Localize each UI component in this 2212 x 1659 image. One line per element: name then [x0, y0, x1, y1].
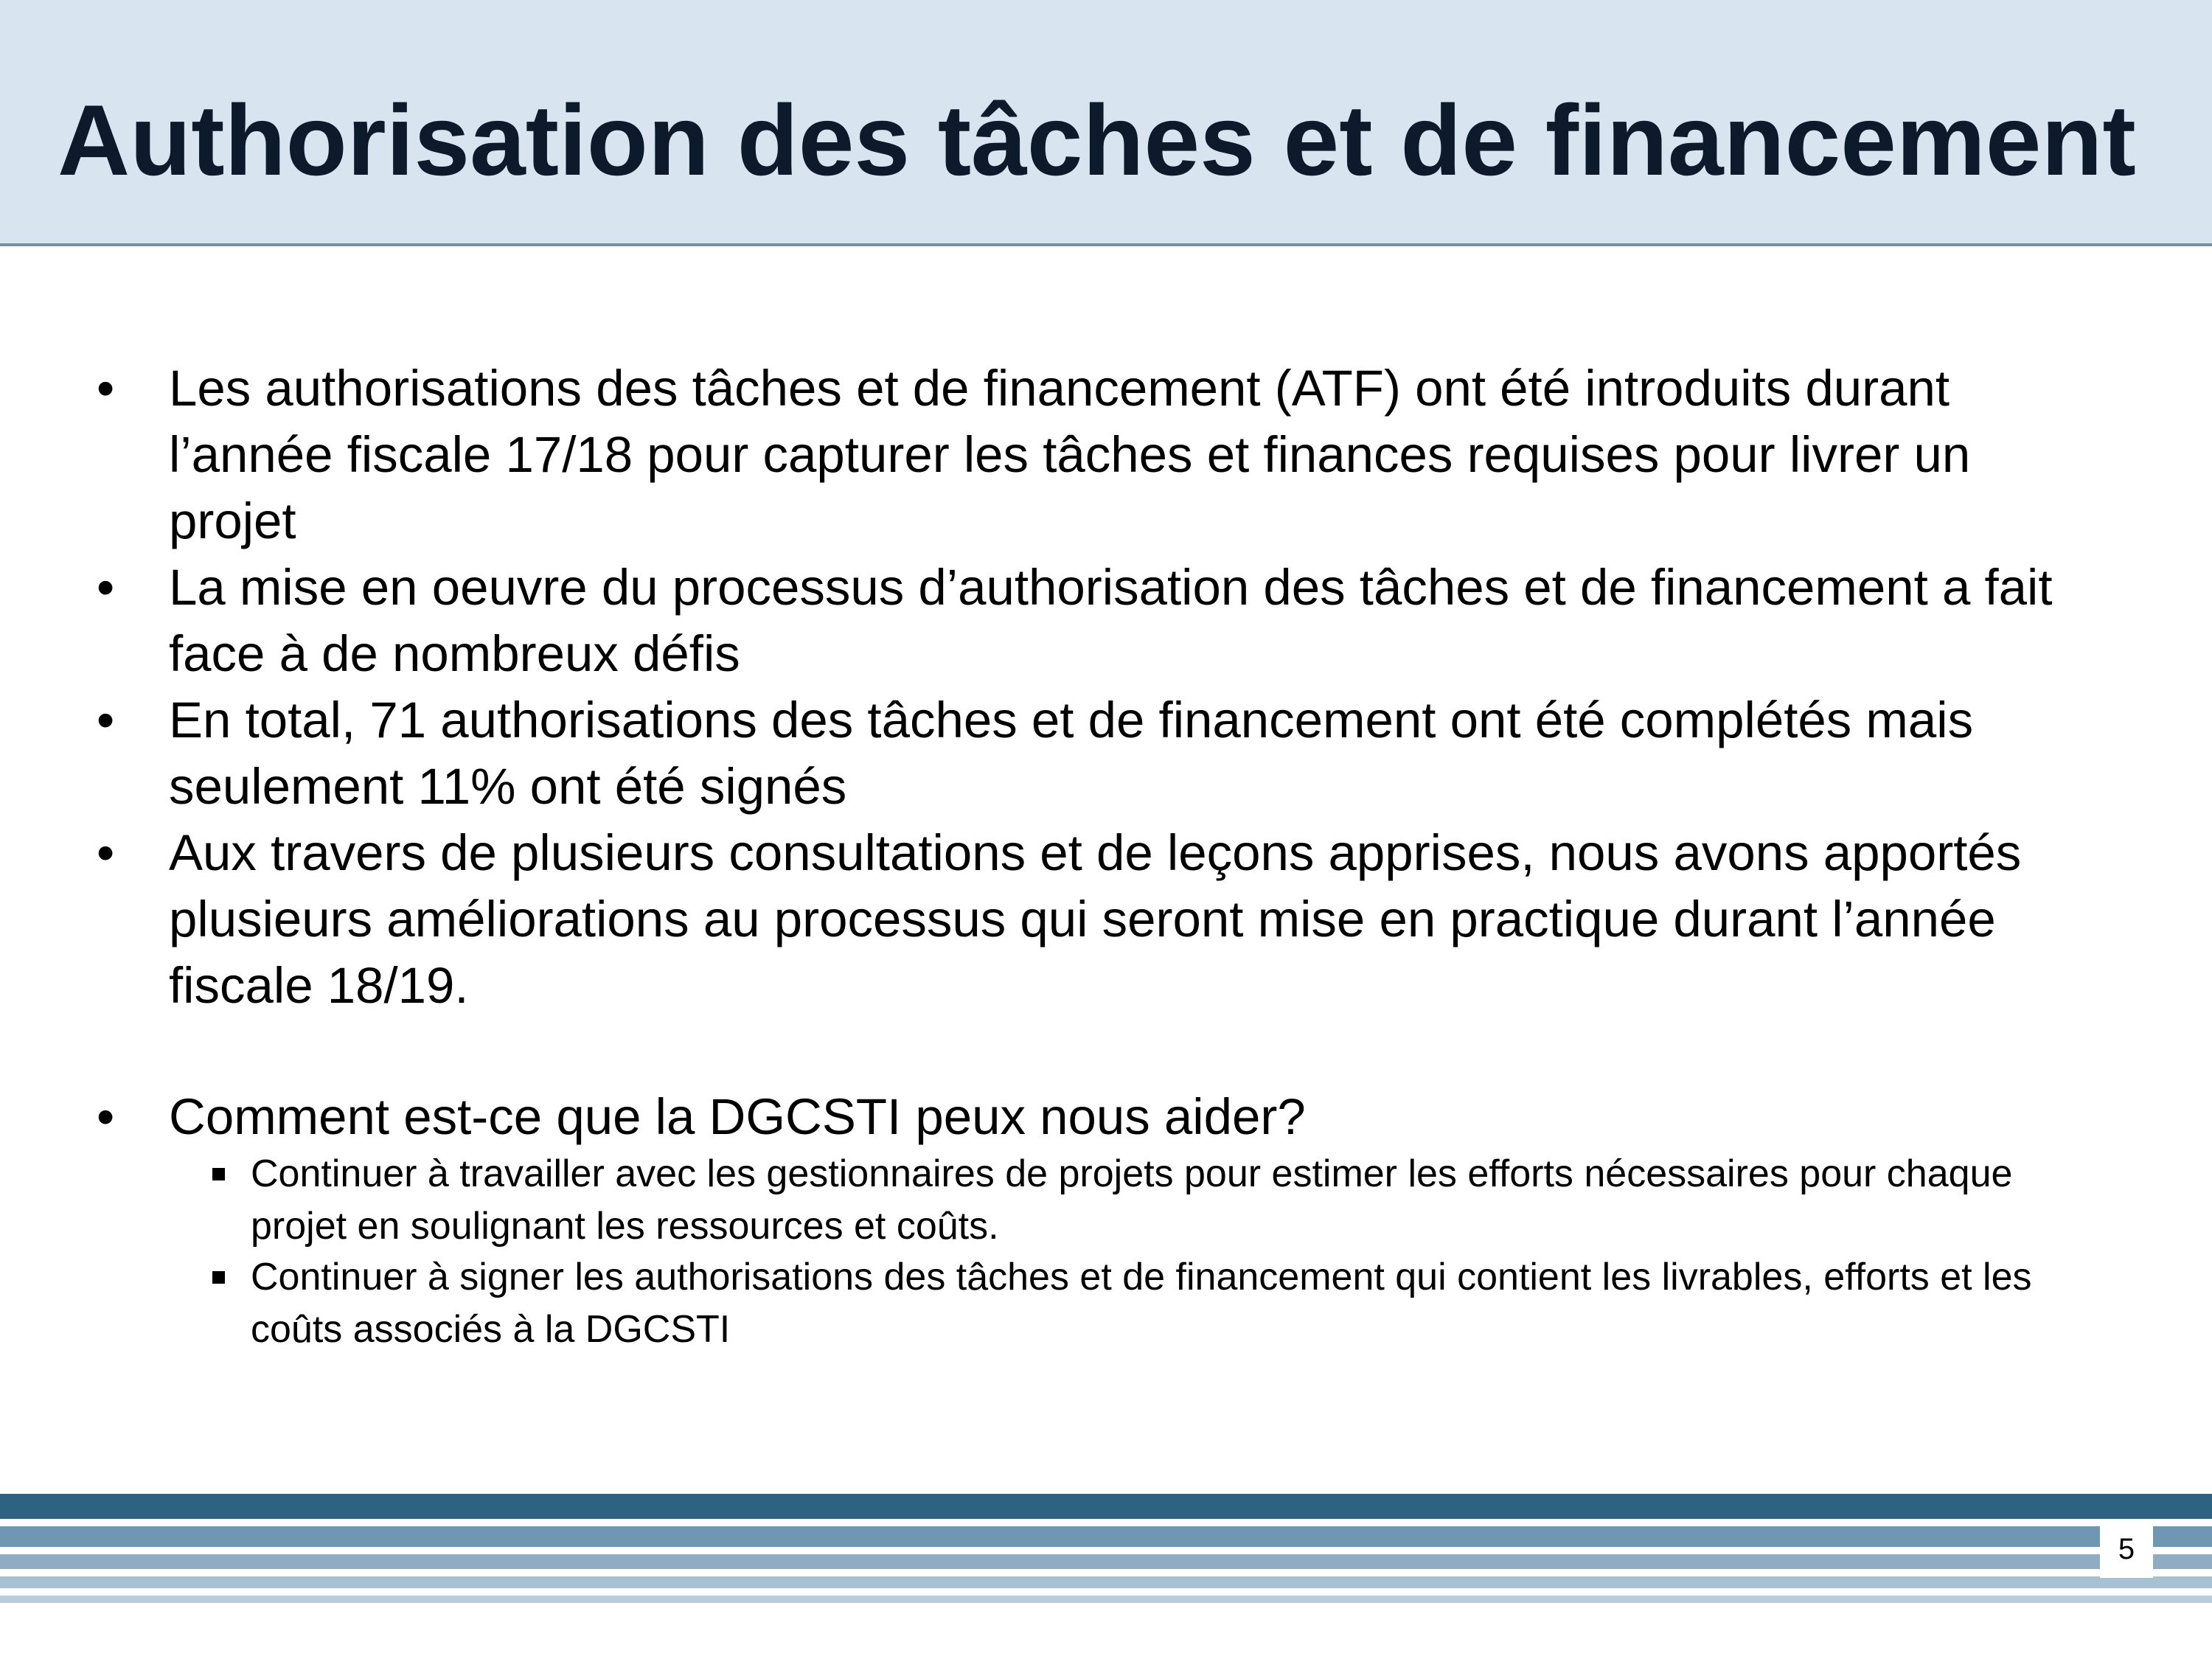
bullet-text: Comment est-ce que la DGCSTI peux nous aider? [169, 1088, 1306, 1145]
sub-bullet-item [251, 1148, 2057, 1253]
page-number: 5 [2100, 1520, 2153, 1578]
bullet-text: Aux travers de plusieurs consultations et de leçons apprises, nous avons apportés plusieurs améliorations au processus qui seront mise en practique durant l’année fiscale 18/19. [169, 824, 2022, 1014]
bullet-item [97, 687, 2056, 820]
footer-stripe-mid-light [0, 1554, 2212, 1569]
bullet-marker: • [97, 1088, 115, 1145]
bullet-text: En total, 71 authorisations des tâches et de financement ont été complétés mais seulement 11% ont été signés [169, 692, 1974, 815]
bullet-item [97, 554, 2056, 687]
bullet-marker: • [97, 824, 115, 881]
bullet-item [97, 820, 2056, 1019]
bullet-marker: • [97, 692, 115, 748]
slide-title: Authorisation des tâches et de financement [58, 84, 2136, 196]
footer-stripe-mid [0, 1526, 2212, 1547]
sub-bullet-item [251, 1251, 2057, 1356]
footer-stripe-dark [0, 1494, 2212, 1519]
bullet-marker: • [97, 360, 115, 417]
bullet-text: La mise en oeuvre du processus d’authorisation des tâches et de financement a fait face à de nombreux défis [169, 559, 2053, 682]
title-band [0, 0, 2212, 246]
sub-bullet-text: Continuer à travailler avec les gestionnaires de projets pour estimer les efforts nécessaires pour chaque projet en soulignant les ressources et coûts. [251, 1152, 2013, 1248]
bullet-item [97, 1084, 2056, 1150]
square-bullet-icon [212, 1168, 225, 1180]
footer-stripe-light [0, 1576, 2212, 1588]
bullet-text: Les authorisations des tâches et de financement (ATF) ont été introduits durant l’année fiscale 17/18 pour capturer les tâches et finances requises pour livrer un projet [169, 360, 1971, 549]
bullet-item [97, 355, 2056, 554]
sub-bullet-text: Continuer à signer les authorisations des tâches et de financement qui contient les livrables, efforts et les coûts associés à la DGCSTI [251, 1256, 2032, 1351]
footer-stripe-lightest [0, 1596, 2212, 1603]
square-bullet-icon [212, 1271, 225, 1284]
bullet-marker: • [97, 559, 115, 616]
